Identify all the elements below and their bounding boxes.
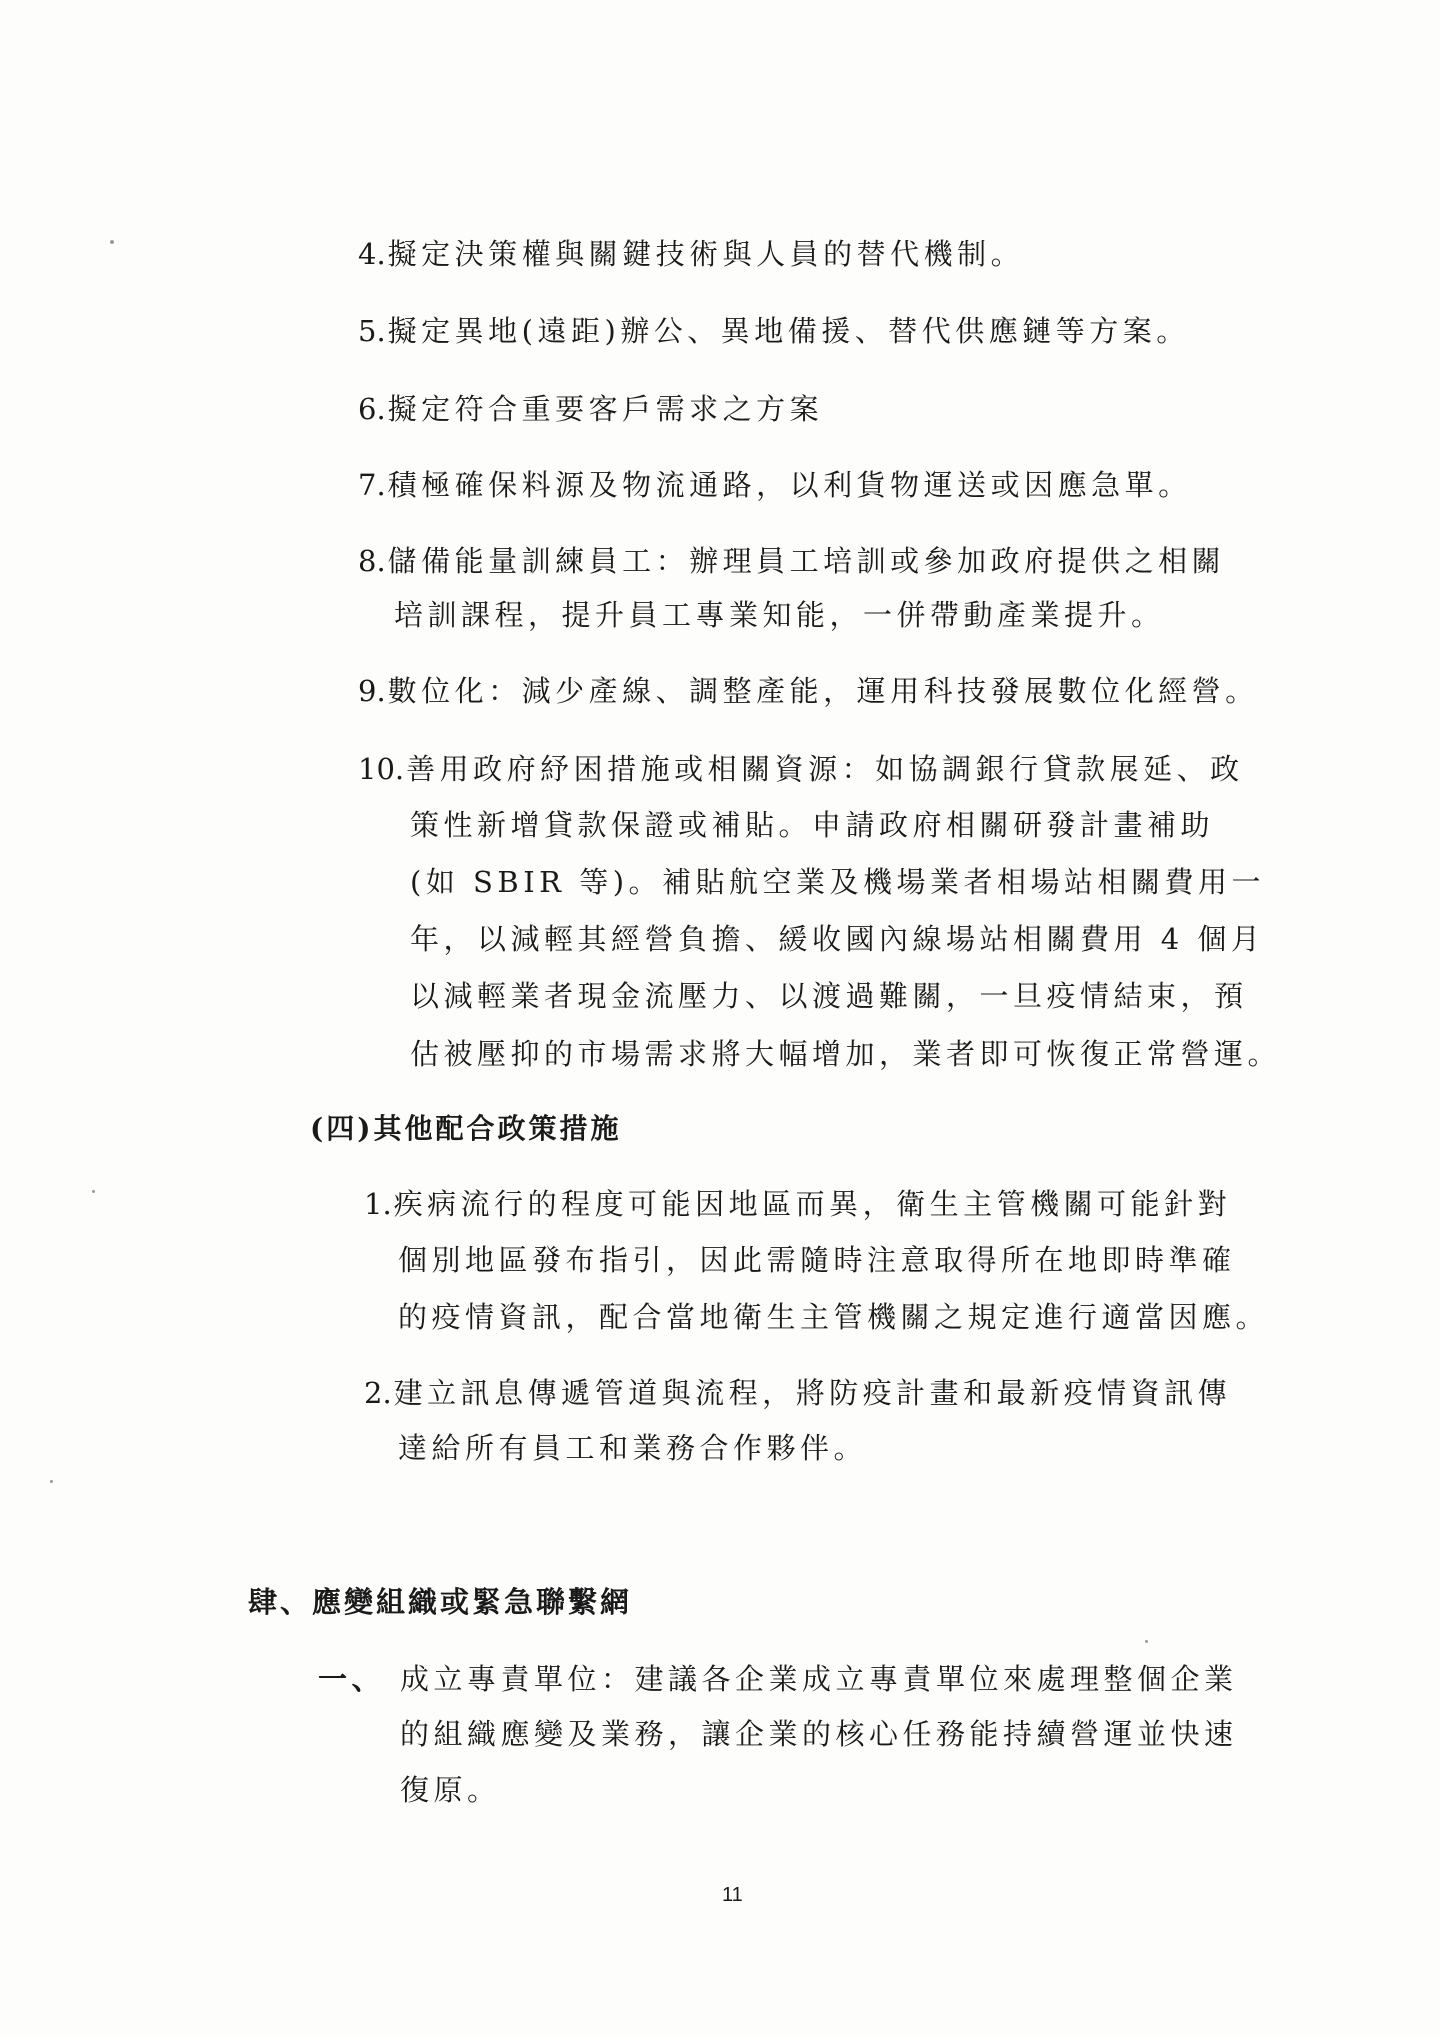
list-item-number: 4. (358, 237, 386, 271)
list-item-number: 6. (358, 392, 386, 426)
list-item-10-continuation: (如 SBIR 等)。補貼航空業及機場業者相場站相關費用一 (410, 865, 1266, 899)
scan-speck (110, 240, 114, 244)
list-item-4 (358, 234, 1024, 274)
list-item-text: 儲備能量訓練員工：辦理員工培訓或參加政府提供之相關 (387, 544, 1226, 578)
list-item-2-continuation: 達給所有員工和業務合作夥伴。 (398, 1431, 868, 1465)
list-item-text: 數位化：減少產線、調整產能，運用科技發展數位化經營。 (387, 674, 1259, 708)
page-number: 11 (722, 1884, 743, 1906)
list-item-text: 善用政府紓困措施或相關資源：如協調銀行貸款展延、政 (406, 752, 1244, 786)
section-item-number: 一、 (318, 1662, 386, 1696)
list-item-text: 擬定異地(遠距)辦公、異地備援、替代供應鏈等方案。 (387, 314, 1190, 348)
list-item-7 (358, 465, 1192, 505)
list-item-number: 5. (358, 314, 386, 348)
list-item-number: 1. (364, 1187, 392, 1221)
section-heading: 肆、應變組織或緊急聯繫網 (248, 1585, 633, 1619)
list-item-text: 擬定符合重要客戶需求之方案 (387, 392, 824, 426)
list-item-2 (364, 1373, 1231, 1413)
list-item-number: 9. (358, 674, 386, 708)
section-item-continuation: 復原。 (400, 1773, 501, 1807)
list-item-number: 7. (358, 468, 386, 502)
list-item-text: 建立訊息傳遞管道與流程，將防疫計畫和最新疫情資訊傳 (393, 1376, 1232, 1410)
list-item-1-continuation: 的疫情資訊，配合當地衛生主管機關之規定進行適當因應。 (398, 1300, 1270, 1334)
list-item-8 (358, 541, 1225, 581)
list-item-number: 8. (358, 544, 386, 578)
list-item-8-continuation: 培訓課程，提升員工專業知能，一併帶動產業提升。 (394, 598, 1165, 632)
list-item-number: 10. (358, 752, 405, 786)
list-item-6 (358, 389, 823, 429)
list-item-text: 疾病流行的程度可能因地區而異，衛生主管機關可能針對 (393, 1187, 1232, 1221)
list-item-1 (364, 1184, 1231, 1224)
list-item-10-continuation: 以減輕業者現金流壓力、以渡過難關，一旦疫情結束，預 (410, 979, 1248, 1013)
list-item-10-continuation: 策性新增貸款保證或補貼。申請政府相關研發計畫補助 (410, 808, 1215, 842)
section-item-continuation: 的組織應變及業務，讓企業的核心任務能持續營運並快速 (400, 1717, 1238, 1751)
list-item-text: 積極確保料源及物流通路，以利貨物運送或因應急單。 (387, 468, 1192, 502)
scan-speck (92, 1190, 95, 1193)
list-item-10-continuation: 年，以減輕其經營負擔、緩收國內線場站相關費用 4 個月 (410, 922, 1265, 956)
list-item-9 (358, 671, 1259, 711)
list-item-10-continuation: 估被壓抑的市場需求將大幅增加，業者即可恢復正常營運。 (410, 1037, 1282, 1071)
list-item-number: 2. (364, 1376, 392, 1410)
scan-speck (1145, 1640, 1148, 1643)
scan-speck (50, 1480, 53, 1483)
section-item-text: 成立專責單位：建議各企業成立專責單位來處理整個企業 (400, 1662, 1238, 1696)
list-item-10 (358, 749, 1244, 789)
list-item-text: 擬定決策權與關鍵技術與人員的替代機制。 (387, 237, 1025, 271)
subsection-heading: (四)其他配合政策措施 (310, 1112, 622, 1145)
list-item-1-continuation: 個別地區發布指引，因此需隨時注意取得所在地即時準確 (398, 1243, 1236, 1277)
list-item-5 (358, 311, 1190, 351)
